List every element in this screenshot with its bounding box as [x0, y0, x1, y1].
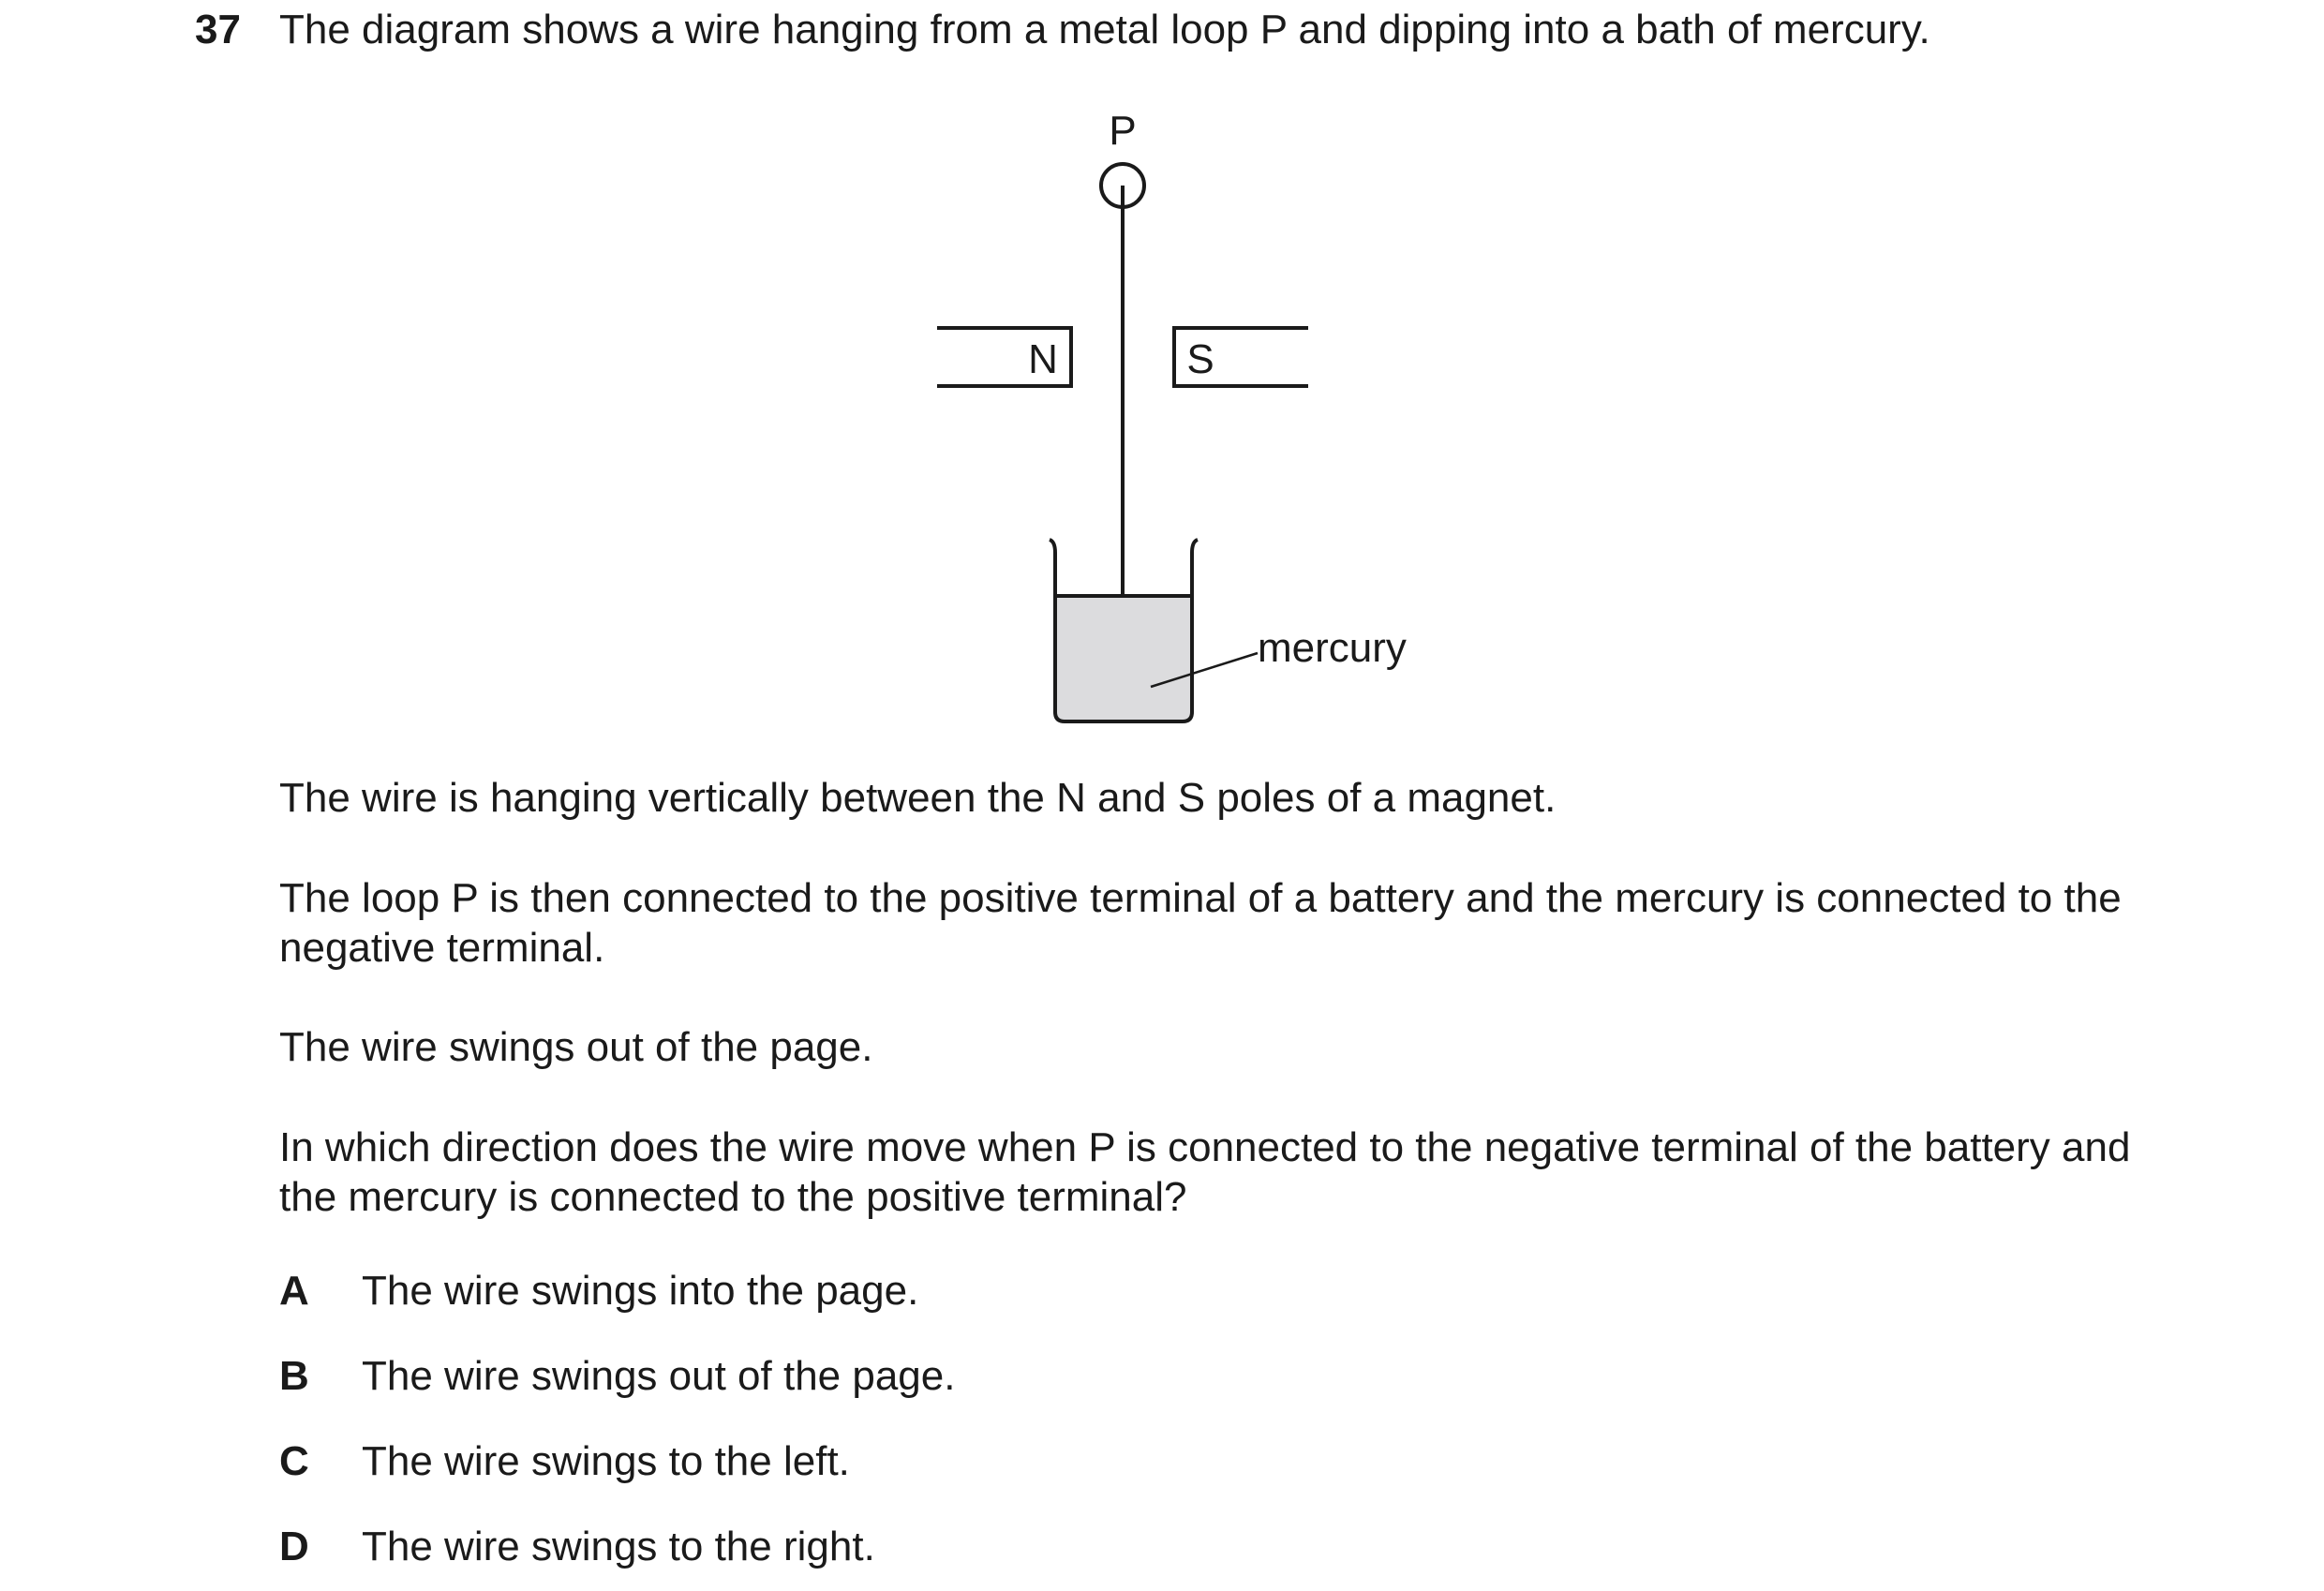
option-letter: B: [279, 1353, 309, 1399]
option-b[interactable]: [279, 1350, 955, 1403]
option-letter: C: [279, 1438, 309, 1484]
loop-label: P: [1109, 108, 1137, 154]
north-pole-label: N: [1028, 336, 1058, 382]
option-text: The wire swings out of the page.: [362, 1353, 956, 1399]
paragraph-magnet-position: The wire is hanging vertically between the N and S poles of a magnet.: [279, 775, 1557, 821]
option-d[interactable]: [279, 1521, 875, 1573]
option-text: The wire swings into the page.: [362, 1268, 919, 1314]
question-number: 37: [195, 7, 241, 52]
option-c[interactable]: [279, 1435, 850, 1488]
paragraph-question: In which direction does the wire move when P is connected to the negative terminal of the battery and the mercury is connected to the positive terminal?: [279, 1124, 2131, 1220]
option-text: The wire swings to the right.: [362, 1524, 875, 1569]
option-a[interactable]: [279, 1265, 918, 1317]
paragraph-initial-swing: The wire swings out of the page.: [279, 1024, 873, 1070]
south-pole-label: S: [1186, 336, 1214, 382]
option-letter: D: [279, 1524, 309, 1569]
paragraph-battery-connection: The loop P is then connected to the positive terminal of a battery and the mercury is connected to the negative terminal.: [279, 875, 2122, 971]
option-letter: A: [279, 1268, 309, 1314]
mercury-liquid: [1055, 596, 1191, 721]
mercury-label: mercury: [1258, 625, 1407, 671]
wire-magnet-diagram: [0, 0, 2324, 768]
option-text: The wire swings to the left.: [362, 1438, 850, 1484]
question-intro: The diagram shows a wire hanging from a metal loop P and dipping into a bath of mercury.: [279, 7, 1930, 52]
